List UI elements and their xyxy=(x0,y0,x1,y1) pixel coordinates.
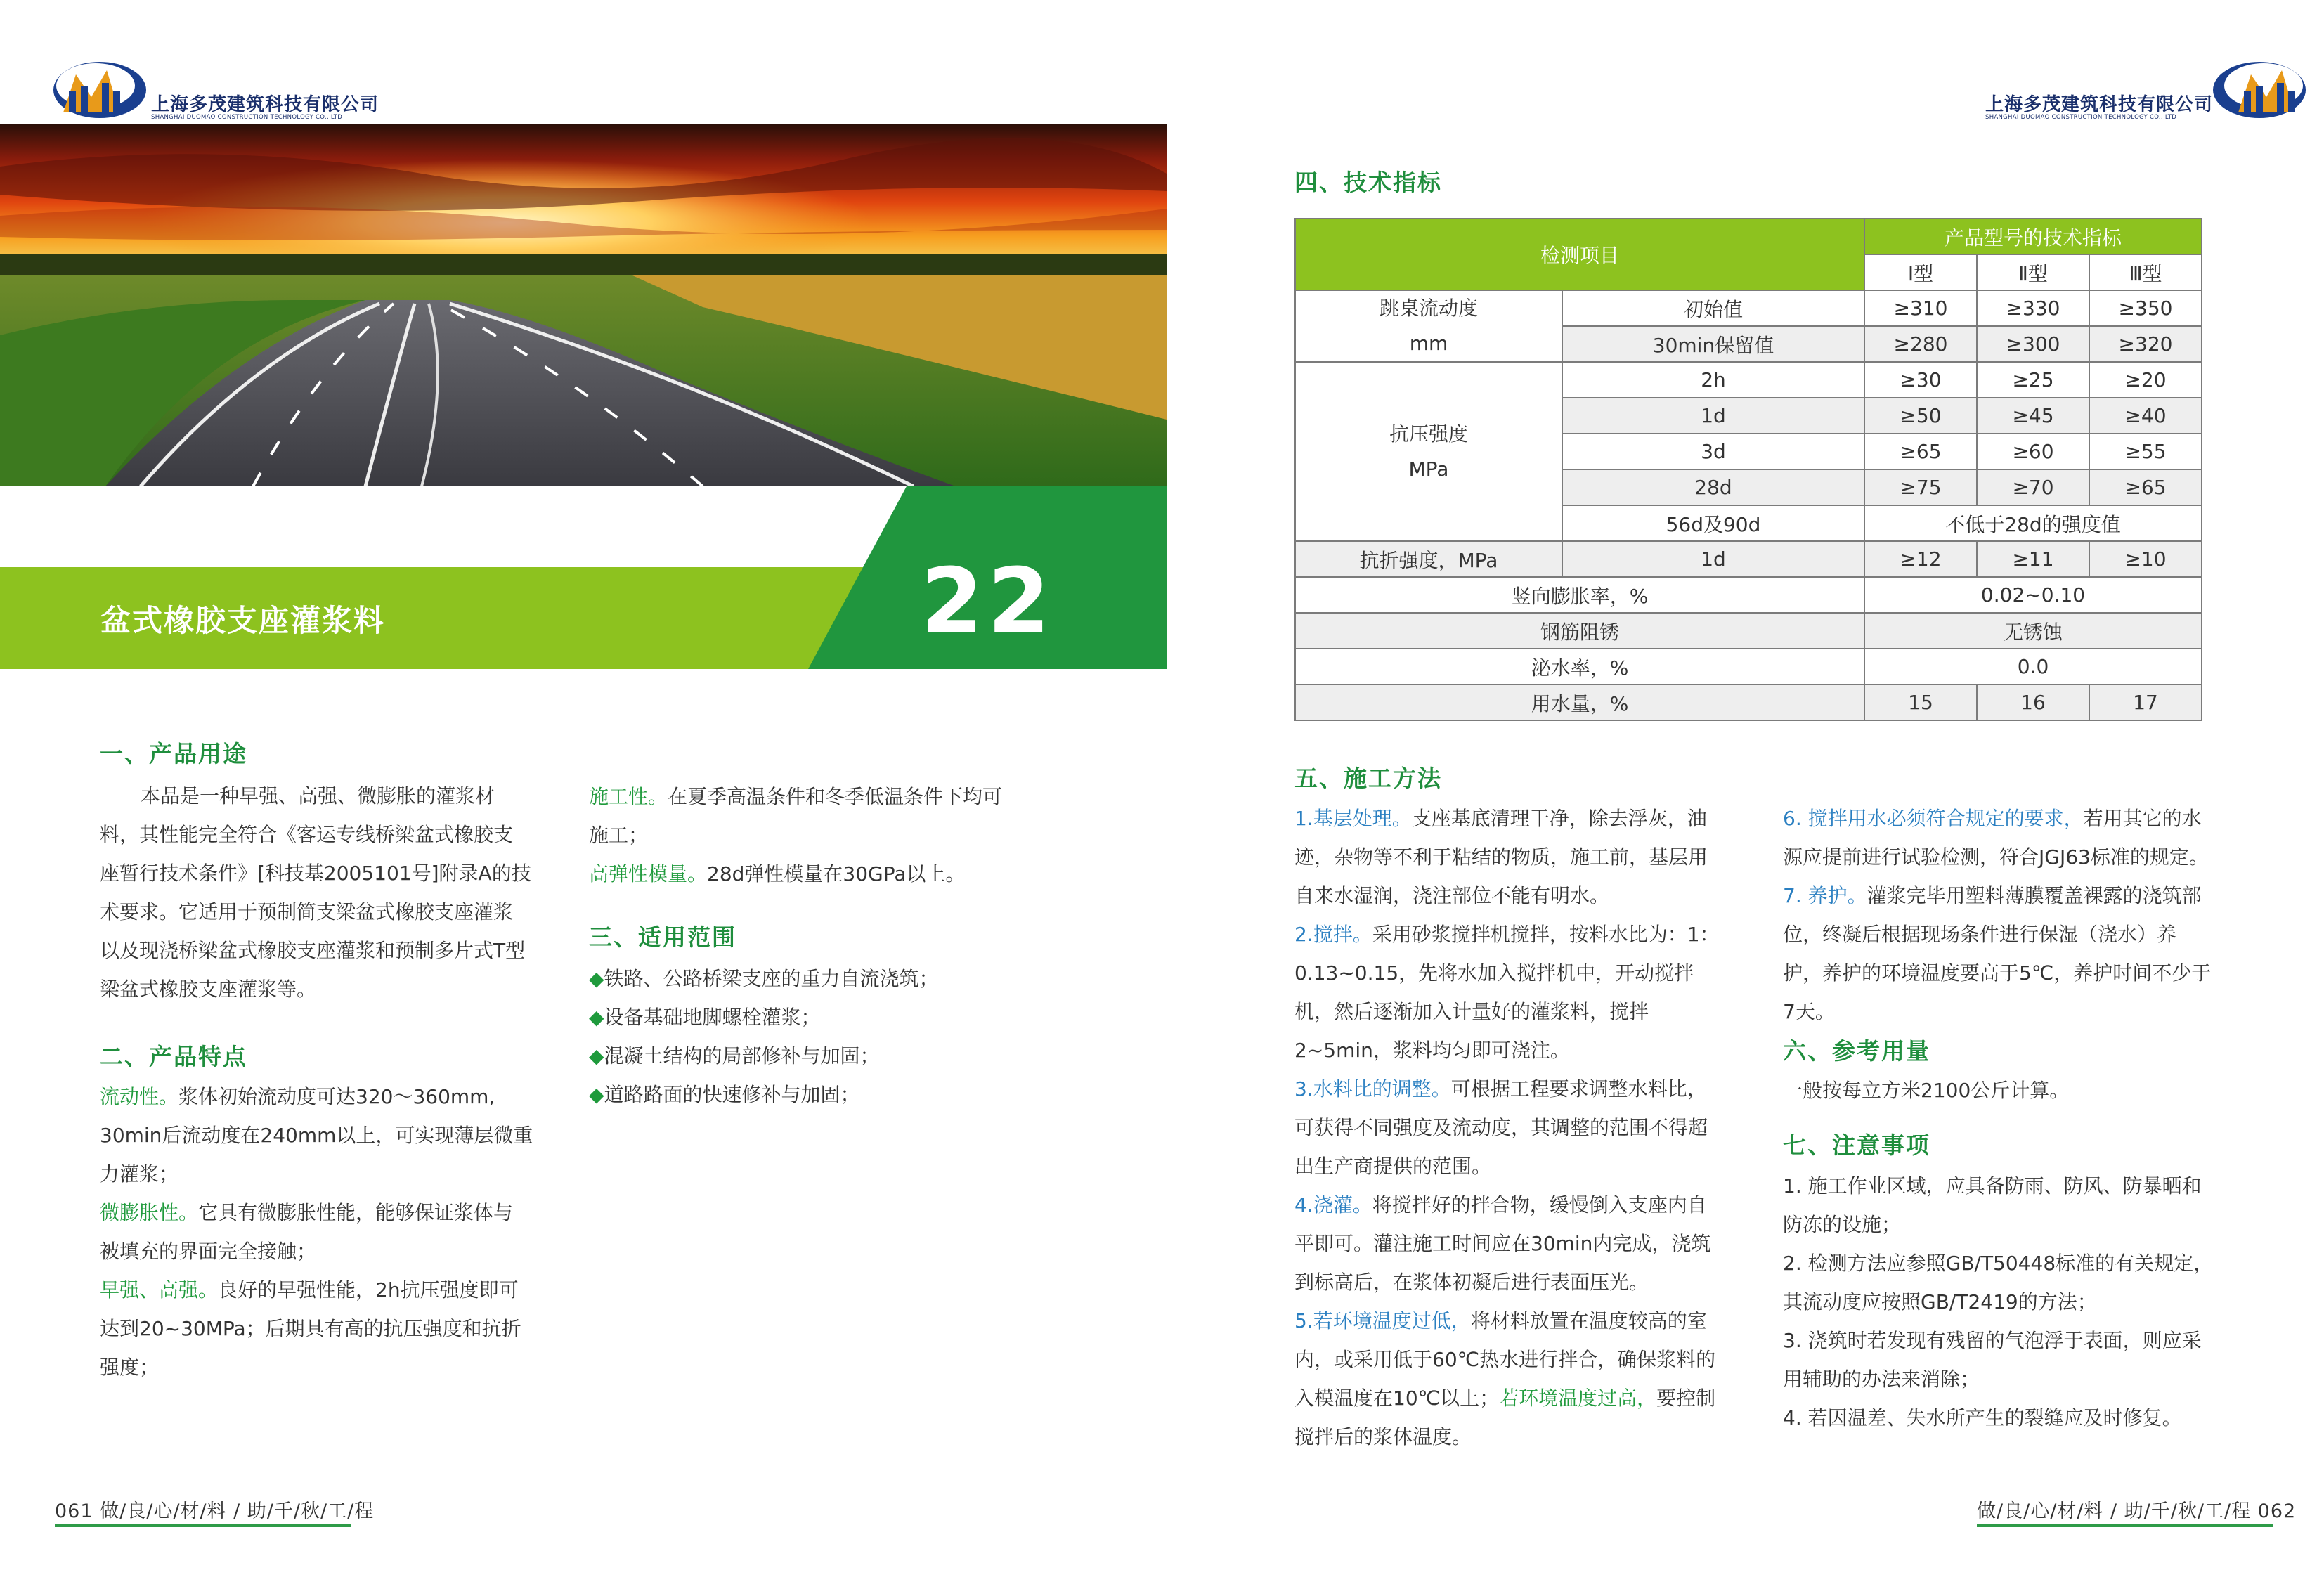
table-row: 30min保留值 ≥280 ≥300 ≥320 xyxy=(1295,326,2202,362)
row-label: 抗压强度 MPa xyxy=(1295,362,1562,541)
type-header: Ⅱ型 xyxy=(1977,254,2089,290)
product-number: 22 xyxy=(921,550,1055,654)
table-row: 56d及90d 不低于28d的强度值 xyxy=(1295,505,2202,541)
bullet-icon: ◆ xyxy=(589,1006,604,1029)
table-row: 抗压强度 MPa 2h ≥30 ≥25 ≥20 xyxy=(1295,362,2202,398)
table-row: 用水量，% 15 16 17 xyxy=(1295,684,2202,720)
company-logo-icon xyxy=(2210,55,2316,122)
product-features-cont: 施工性。在夏季高温条件和冬季低温条件下均可 施工； 高弹性模量。28d弹性模量在30GPa以上。 xyxy=(589,785,1003,885)
page-number: 061 xyxy=(55,1500,93,1522)
footer-left xyxy=(55,1495,374,1523)
type-header: Ⅰ型 xyxy=(1864,254,1977,290)
list-item: ◆设备基础地脚螺栓灌浆； xyxy=(589,1006,821,1029)
table-row: 3d ≥65 ≥60 ≥55 xyxy=(1295,434,2202,469)
page-number: 062 xyxy=(2257,1500,2297,1522)
list-item: ◆道路路面的快速修补与加固； xyxy=(589,1083,860,1106)
table-row: 28d ≥75 ≥70 ≥65 xyxy=(1295,469,2202,505)
company-name-en: SHANGHAI DUOMAO CONSTRUCTION TECHNOLOGY CO., LTD xyxy=(1985,114,2177,121)
list-item: ◆铁路、公路桥梁支座的重力自流浇筑； xyxy=(589,967,939,990)
footer-underline xyxy=(1977,1524,2273,1527)
col-header-item: 检测项目 xyxy=(1295,219,1864,290)
table-row: 跳桌流动度 mm 初始值 ≥310 ≥330 ≥350 xyxy=(1295,290,2202,326)
tech-spec-table xyxy=(1294,218,2202,721)
type-header: Ⅲ型 xyxy=(2089,254,2202,290)
table-row: 钢筋阻锈 无锈蚀 xyxy=(1295,613,2202,649)
company-logo-icon xyxy=(42,55,148,122)
heading-product-features: 二、产品特点 xyxy=(100,1043,247,1070)
footer-right xyxy=(1977,1495,2296,1523)
bullet-icon: ◆ xyxy=(589,967,604,990)
slogan: 做/良/心/材/料 / 助/千/秋/工/程 xyxy=(1977,1500,2252,1522)
company-logo-right xyxy=(1985,55,2287,132)
footer-underline xyxy=(55,1524,351,1527)
heading-product-use: 一、产品用途 xyxy=(100,740,247,767)
application-scope-list xyxy=(589,959,1067,1114)
col-header-spec: 产品型号的技术指标 xyxy=(1864,219,2202,254)
product-title: 盆式橡胶支座灌浆料 xyxy=(100,604,385,639)
table-row: 竖向膨胀率，% 0.02~0.10 xyxy=(1295,577,2202,613)
bullet-icon: ◆ xyxy=(589,1083,604,1106)
precautions-text: 1. 施工作业区域，应具备防雨、防风、防暴晒和 防冻的设施； 2. 检测方法应参照GB/T50448标准的有关规定， 其流动度应按照GB/T2419的方法； 3. 浇筑时若发现有残留的气泡浮于表面，则应采 用辅助的办法来消除； 4. 若因温差、失水所产生的裂缝应及时修复。 xyxy=(1783,1174,2214,1429)
product-use-text: 本品是一种早强、高强、微膨胀的灌浆材 料，其性能完全符合《客运专线桥梁盆式橡胶支 座暂行技术条件》[科技基2005101号]附录A的技 术要求。它适用于预制简支梁盆式橡胶支座灌浆 以及现浇桥梁盆式橡胶支座灌浆和预制多片式T型 梁盆式橡胶支座灌浆等。 xyxy=(100,784,531,1001)
construction-method-cont: 6. 搅拌用水必须符合规定的要求，若用其它的水 源应提前进行试验检测，符合JGJ63标准的规定。 7. 养护。灌浆完毕用塑料薄膜覆盖裸露的浇筑部 位，终凝后根据现场条件进行保湿（浇水）养 护，养护的环境温度要高于5℃，养护时间不少于 7天。 xyxy=(1783,807,2212,1023)
table-row: 1d ≥50 ≥45 ≥40 xyxy=(1295,398,2202,434)
company-name-cn: 上海多茂建筑科技有限公司 xyxy=(151,94,379,115)
heading-application-scope: 三、适用范围 xyxy=(589,923,736,951)
table-row: 抗折强度，MPa 1d ≥12 ≥11 ≥10 xyxy=(1295,541,2202,577)
row-label: 跳桌流动度 mm xyxy=(1295,290,1562,362)
list-item: ◆混凝土结构的局部修补与加固； xyxy=(589,1044,880,1067)
product-features-text: 流动性。浆体初始流动度可达320～360mm, 30min后流动度在240mm以上，可实现薄层微重 力灌浆； 微膨胀性。它具有微膨胀性能，能够保证浆体与 被填充的界面完全接触； 早强、高强。良好的早强性能，2h抗压强度即可 达到20~30MPa；后期具有高的抗压强度和抗折 强度； xyxy=(100,1085,533,1379)
heading-reference-dosage: 六、参考用量 xyxy=(1783,1037,1930,1065)
table-row: 泌水率，% 0.0 xyxy=(1295,649,2202,684)
company-name-en: SHANGHAI DUOMAO CONSTRUCTION TECHNOLOGY CO., LTD xyxy=(151,114,343,121)
company-logo-left xyxy=(42,55,394,132)
heading-precautions: 七、注意事项 xyxy=(1783,1131,1930,1159)
heading-tech-specs: 四、技术指标 xyxy=(1294,169,1442,196)
bullet-icon: ◆ xyxy=(589,1044,604,1067)
construction-method-text: 1.基层处理。支座基底清理干净，除去浮灰，油 迹，杂物等不利于粘结的物质，施工前，基层用 自来水湿润，浇注部位不能有明水。 2.搅拌。采用砂浆搅拌机搅拌，按料水比为：1： 0.13~0.15，先将水加入搅拌机中，开动搅拌 机，然后逐渐加入计量好的灌浆料，搅拌 2~5min，浆料均匀即可浇注。 3.水料比的调整。可根据工程要求调整水料比， 可获得不同强度及流动度，其调整的范围不得超 出生产商提供的范围。 4.浇灌。将搅拌好的拌合物，缓慢倒入支座内自 平即可。灌注施工时间应在30min内完成，浇筑 到标高后，在浆体初凝后进行表面压光。 5.若环境温度过低，将材料放置在温度较高的室 内，或采用低于60℃热水进行拌合，确保浆料的 入模温度在10℃以上；若环境温度过高，要控制 搅拌后的浆体温度。 xyxy=(1294,807,1720,1448)
reference-dosage-text: 一般按每立方米2100公斤计算。 xyxy=(1783,1079,2070,1102)
slogan: 做/良/心/材/料 / 助/千/秋/工/程 xyxy=(100,1500,375,1522)
company-name-cn: 上海多茂建筑科技有限公司 xyxy=(1985,94,2214,115)
heading-construction-method: 五、施工方法 xyxy=(1294,765,1442,792)
